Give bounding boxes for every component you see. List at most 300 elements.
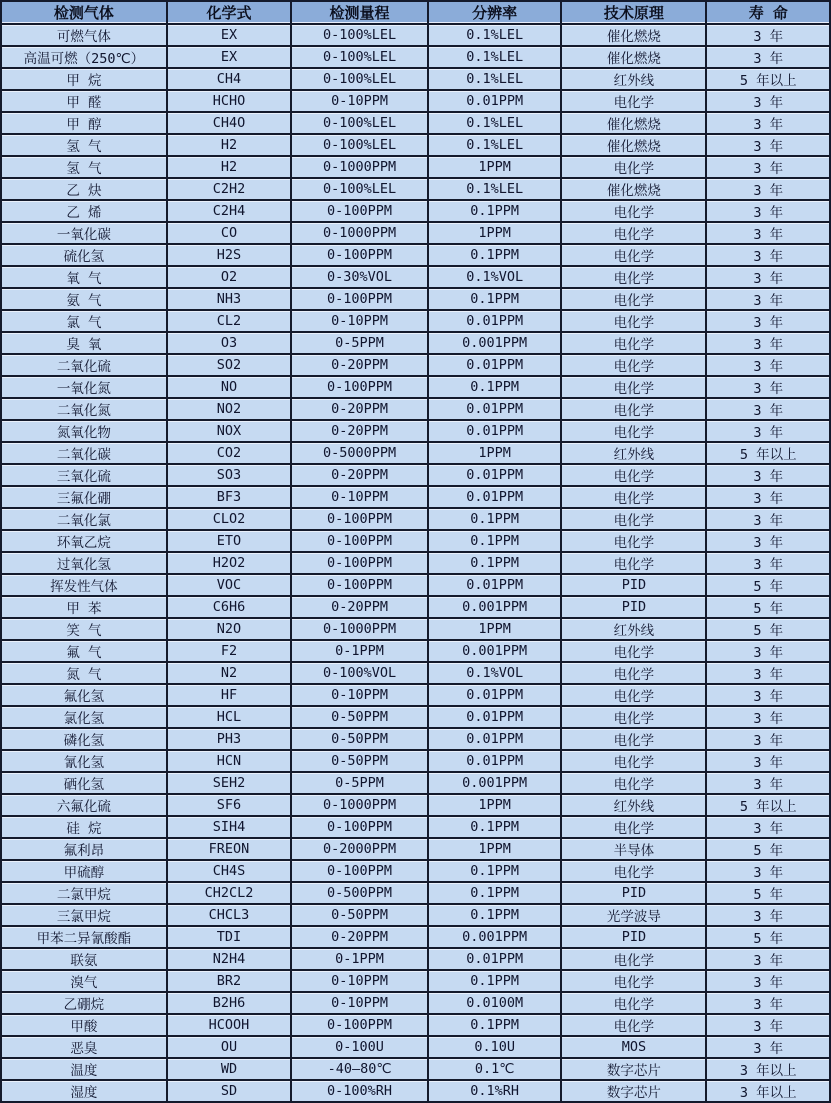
table-row	[1, 508, 830, 530]
table-row	[1, 134, 830, 156]
table-cell: 0.10U	[428, 1036, 561, 1058]
table-row	[1, 266, 830, 288]
table-row	[1, 904, 830, 926]
table-cell: HCHO	[167, 90, 291, 112]
table-cell: 3 年	[706, 222, 830, 244]
table-cell: NOX	[167, 420, 291, 442]
table-cell: 0.001PPM	[428, 596, 561, 618]
table-cell: 0-100%LEL	[291, 68, 428, 90]
table-row	[1, 552, 830, 574]
table-row	[1, 222, 830, 244]
table-cell: PID	[561, 926, 706, 948]
table-cell: 六氟化硫	[1, 794, 167, 816]
table-cell: 电化学	[561, 486, 706, 508]
table-cell: 0-100PPM	[291, 244, 428, 266]
table-row	[1, 618, 830, 640]
table-cell: 氢 气	[1, 156, 167, 178]
table-cell: 氟 气	[1, 640, 167, 662]
table-cell: 0-100PPM	[291, 508, 428, 530]
table-cell: CLO2	[167, 508, 291, 530]
table-cell: 硒化氢	[1, 772, 167, 794]
table-cell: 0.01PPM	[428, 486, 561, 508]
table-cell: 红外线	[561, 794, 706, 816]
table-cell: 氢 气	[1, 134, 167, 156]
table-cell: 溴气	[1, 970, 167, 992]
table-cell: 红外线	[561, 618, 706, 640]
table-cell: 3 年	[706, 728, 830, 750]
table-header-row	[1, 1, 830, 24]
table-cell: 0-100%LEL	[291, 46, 428, 68]
table-cell: 3 年	[706, 398, 830, 420]
table-cell: 0-100%LEL	[291, 112, 428, 134]
table-cell: 甲硫醇	[1, 860, 167, 882]
table-cell: 0-20PPM	[291, 464, 428, 486]
table-row	[1, 486, 830, 508]
table-cell: 催化燃烧	[561, 24, 706, 46]
table-cell: 0.001PPM	[428, 640, 561, 662]
table-cell: CH4	[167, 68, 291, 90]
table-cell: C2H4	[167, 200, 291, 222]
table-cell: 0-50PPM	[291, 706, 428, 728]
table-cell: 0-1000PPM	[291, 794, 428, 816]
table-cell: BF3	[167, 486, 291, 508]
table-cell: 3 年	[706, 134, 830, 156]
table-cell: 催化燃烧	[561, 134, 706, 156]
table-cell: 0.0100M	[428, 992, 561, 1014]
table-cell: 氯 气	[1, 310, 167, 332]
table-cell: 0.01PPM	[428, 574, 561, 596]
table-cell: F2	[167, 640, 291, 662]
table-cell: 0.1PPM	[428, 860, 561, 882]
table-cell: 电化学	[561, 530, 706, 552]
table-row	[1, 288, 830, 310]
table-cell: H2	[167, 134, 291, 156]
table-cell: 0-20PPM	[291, 420, 428, 442]
table-cell: 5 年以上	[706, 68, 830, 90]
table-cell: 0.01PPM	[428, 728, 561, 750]
table-cell: 电化学	[561, 244, 706, 266]
table-cell: N2	[167, 662, 291, 684]
table-cell: C2H2	[167, 178, 291, 200]
table-cell: EX	[167, 24, 291, 46]
table-cell: 电化学	[561, 772, 706, 794]
table-row	[1, 640, 830, 662]
table-cell: 3 年	[706, 750, 830, 772]
table-cell: 3 年	[706, 376, 830, 398]
table-cell: 5 年以上	[706, 442, 830, 464]
table-cell: 0.1PPM	[428, 1014, 561, 1036]
header-chemical-formula: 化学式	[167, 1, 291, 24]
table-cell: 0.1PPM	[428, 288, 561, 310]
table-cell: SO2	[167, 354, 291, 376]
table-row	[1, 1036, 830, 1058]
table-cell: 高温可燃（250℃）	[1, 46, 167, 68]
table-cell: 0-1PPM	[291, 948, 428, 970]
table-cell: 3 年	[706, 684, 830, 706]
table-cell: 甲 醇	[1, 112, 167, 134]
table-cell: 1PPM	[428, 442, 561, 464]
table-cell: CH2CL2	[167, 882, 291, 904]
table-cell: 0-100PPM	[291, 1014, 428, 1036]
table-cell: 0-50PPM	[291, 750, 428, 772]
table-row	[1, 794, 830, 816]
table-cell: 0-20PPM	[291, 926, 428, 948]
table-cell: 0.01PPM	[428, 706, 561, 728]
table-cell: 1PPM	[428, 222, 561, 244]
table-cell: 0-5000PPM	[291, 442, 428, 464]
table-cell: CL2	[167, 310, 291, 332]
table-cell: 3 年	[706, 552, 830, 574]
table-row	[1, 420, 830, 442]
table-row	[1, 310, 830, 332]
table-cell: 0-1000PPM	[291, 618, 428, 640]
table-cell: 氯化氢	[1, 706, 167, 728]
table-cell: 电化学	[561, 222, 706, 244]
table-cell: 0-100PPM	[291, 860, 428, 882]
table-cell: 0-20PPM	[291, 596, 428, 618]
table-cell: 0.1%LEL	[428, 24, 561, 46]
table-cell: 0-30%VOL	[291, 266, 428, 288]
table-cell: 3 年	[706, 24, 830, 46]
table-cell: 3 年	[706, 332, 830, 354]
table-cell: 3 年	[706, 200, 830, 222]
table-cell: 3 年	[706, 354, 830, 376]
table-cell: 0.01PPM	[428, 420, 561, 442]
table-cell: 3 年以上	[706, 1080, 830, 1102]
table-cell: 3 年	[706, 508, 830, 530]
table-cell: 0-20PPM	[291, 354, 428, 376]
table-cell: 电化学	[561, 816, 706, 838]
table-row	[1, 68, 830, 90]
table-cell: 氟化氢	[1, 684, 167, 706]
table-cell: NO	[167, 376, 291, 398]
table-cell: 0-10PPM	[291, 970, 428, 992]
table-cell: 0.01PPM	[428, 750, 561, 772]
table-cell: SD	[167, 1080, 291, 1102]
table-cell: 0.01PPM	[428, 948, 561, 970]
table-row	[1, 860, 830, 882]
table-cell: 电化学	[561, 684, 706, 706]
table-cell: 0.001PPM	[428, 332, 561, 354]
table-cell: 0-1PPM	[291, 640, 428, 662]
table-cell: 0.01PPM	[428, 398, 561, 420]
table-cell: 电化学	[561, 860, 706, 882]
table-cell: 0-10PPM	[291, 486, 428, 508]
table-cell: 3 年	[706, 816, 830, 838]
table-row	[1, 992, 830, 1014]
table-cell: 催化燃烧	[561, 112, 706, 134]
table-cell: 3 年	[706, 1036, 830, 1058]
table-cell: 电化学	[561, 90, 706, 112]
table-row	[1, 750, 830, 772]
table-cell: 3 年	[706, 860, 830, 882]
table-cell: 电化学	[561, 332, 706, 354]
table-cell: MOS	[561, 1036, 706, 1058]
table-cell: 环氧乙烷	[1, 530, 167, 552]
table-cell: 5 年	[706, 596, 830, 618]
table-row	[1, 112, 830, 134]
table-cell: 3 年	[706, 1014, 830, 1036]
table-row	[1, 574, 830, 596]
table-cell: BR2	[167, 970, 291, 992]
table-cell: 硫化氢	[1, 244, 167, 266]
table-cell: 3 年	[706, 970, 830, 992]
table-cell: 3 年	[706, 310, 830, 332]
table-cell: 0-10PPM	[291, 992, 428, 1014]
table-cell: 0-5PPM	[291, 332, 428, 354]
table-row	[1, 882, 830, 904]
table-header	[1, 1, 830, 24]
table-cell: 0-100%VOL	[291, 662, 428, 684]
table-cell: 氨 气	[1, 288, 167, 310]
table-cell: 1PPM	[428, 838, 561, 860]
table-row	[1, 1080, 830, 1102]
table-row	[1, 24, 830, 46]
table-cell: 0-100PPM	[291, 816, 428, 838]
table-cell: 红外线	[561, 68, 706, 90]
table-cell: 0.1PPM	[428, 244, 561, 266]
table-row	[1, 684, 830, 706]
table-row	[1, 46, 830, 68]
table-cell: 电化学	[561, 508, 706, 530]
table-cell: 1PPM	[428, 794, 561, 816]
table-cell: 二氧化硫	[1, 354, 167, 376]
table-cell: 3 年	[706, 486, 830, 508]
table-cell: 0-10PPM	[291, 90, 428, 112]
table-cell: 5 年	[706, 838, 830, 860]
table-cell: 电化学	[561, 992, 706, 1014]
table-cell: 电化学	[561, 266, 706, 288]
table-cell: SF6	[167, 794, 291, 816]
table-cell: 电化学	[561, 354, 706, 376]
table-cell: 3 年	[706, 288, 830, 310]
header-lifespan: 寿 命	[706, 1, 830, 24]
table-cell: 电化学	[561, 662, 706, 684]
table-cell: 挥发性气体	[1, 574, 167, 596]
table-cell: 0-100PPM	[291, 200, 428, 222]
table-cell: 红外线	[561, 442, 706, 464]
table-cell: NO2	[167, 398, 291, 420]
table-cell: 可燃气体	[1, 24, 167, 46]
table-cell: 0.1%RH	[428, 1080, 561, 1102]
table-cell: N2H4	[167, 948, 291, 970]
table-cell: 二氧化氮	[1, 398, 167, 420]
header-technical-principle: 技术原理	[561, 1, 706, 24]
table-cell: 电化学	[561, 970, 706, 992]
table-cell: O2	[167, 266, 291, 288]
table-cell: O3	[167, 332, 291, 354]
table-cell: 电化学	[561, 728, 706, 750]
table-cell: 电化学	[561, 948, 706, 970]
table-row	[1, 398, 830, 420]
table-cell: CH4O	[167, 112, 291, 134]
table-cell: 0.1PPM	[428, 552, 561, 574]
table-cell: 电化学	[561, 420, 706, 442]
table-row	[1, 926, 830, 948]
table-cell: B2H6	[167, 992, 291, 1014]
table-cell: 0.001PPM	[428, 926, 561, 948]
header-detection-range: 检测量程	[291, 1, 428, 24]
table-cell: 5 年	[706, 882, 830, 904]
table-cell: 0.1PPM	[428, 904, 561, 926]
table-cell: -40—80℃	[291, 1058, 428, 1080]
table-cell: 3 年	[706, 46, 830, 68]
table-row	[1, 464, 830, 486]
table-cell: 3 年	[706, 90, 830, 112]
table-cell: 一氧化碳	[1, 222, 167, 244]
table-cell: 二氧化氯	[1, 508, 167, 530]
table-cell: 1PPM	[428, 618, 561, 640]
table-cell: 0.1%LEL	[428, 46, 561, 68]
table-cell: 3 年	[706, 904, 830, 926]
table-row	[1, 662, 830, 684]
table-cell: 0-2000PPM	[291, 838, 428, 860]
table-cell: FREON	[167, 838, 291, 860]
table-cell: 氮 气	[1, 662, 167, 684]
table-cell: 电化学	[561, 750, 706, 772]
table-cell: 电化学	[561, 552, 706, 574]
table-cell: TDI	[167, 926, 291, 948]
table-cell: 三氟化硼	[1, 486, 167, 508]
table-cell: 三氯甲烷	[1, 904, 167, 926]
table-cell: 0.1%VOL	[428, 266, 561, 288]
table-row	[1, 90, 830, 112]
table-cell: 催化燃烧	[561, 178, 706, 200]
table-cell: PID	[561, 574, 706, 596]
table-cell: 0-10PPM	[291, 684, 428, 706]
table-cell: 0.001PPM	[428, 772, 561, 794]
table-row	[1, 970, 830, 992]
table-cell: 数字芯片	[561, 1058, 706, 1080]
table-cell: 3 年	[706, 772, 830, 794]
table-cell: 甲苯二异氰酸酯	[1, 926, 167, 948]
table-row	[1, 200, 830, 222]
table-cell: 电化学	[561, 1014, 706, 1036]
table-cell: 0.1PPM	[428, 882, 561, 904]
table-cell: CO	[167, 222, 291, 244]
table-cell: 数字芯片	[561, 1080, 706, 1102]
table-cell: 0-5PPM	[291, 772, 428, 794]
table-row	[1, 530, 830, 552]
table-cell: HCN	[167, 750, 291, 772]
table-row	[1, 156, 830, 178]
table-cell: 0-1000PPM	[291, 156, 428, 178]
table-cell: 乙硼烷	[1, 992, 167, 1014]
table-row	[1, 354, 830, 376]
table-cell: 3 年	[706, 112, 830, 134]
table-cell: 甲 苯	[1, 596, 167, 618]
table-row	[1, 376, 830, 398]
table-cell: 电化学	[561, 156, 706, 178]
table-cell: PID	[561, 596, 706, 618]
table-cell: 联氨	[1, 948, 167, 970]
table-cell: 0.1PPM	[428, 970, 561, 992]
table-cell: 3 年	[706, 640, 830, 662]
table-cell: 0-100%LEL	[291, 24, 428, 46]
table-cell: 甲 醛	[1, 90, 167, 112]
table-row	[1, 1014, 830, 1036]
table-cell: 3 年	[706, 530, 830, 552]
table-cell: 3 年	[706, 992, 830, 1014]
table-cell: 催化燃烧	[561, 46, 706, 68]
table-cell: H2S	[167, 244, 291, 266]
table-cell: 3 年	[706, 156, 830, 178]
table-cell: 氰化氢	[1, 750, 167, 772]
table-cell: 0-100%LEL	[291, 178, 428, 200]
table-cell: 电化学	[561, 640, 706, 662]
table-body	[1, 24, 830, 1102]
table-cell: 0.01PPM	[428, 90, 561, 112]
table-cell: 电化学	[561, 706, 706, 728]
table-row	[1, 816, 830, 838]
table-cell: 一氧化氮	[1, 376, 167, 398]
table-cell: 0-100U	[291, 1036, 428, 1058]
table-cell: 0.1%LEL	[428, 134, 561, 156]
table-cell: 湿度	[1, 1080, 167, 1102]
table-cell: 0.01PPM	[428, 310, 561, 332]
table-cell: VOC	[167, 574, 291, 596]
table-row	[1, 706, 830, 728]
table-cell: 二氧化碳	[1, 442, 167, 464]
table-cell: 电化学	[561, 464, 706, 486]
table-cell: 0-100PPM	[291, 530, 428, 552]
table-cell: 0-1000PPM	[291, 222, 428, 244]
table-cell: HF	[167, 684, 291, 706]
table-cell: 5 年	[706, 618, 830, 640]
table-cell: CO2	[167, 442, 291, 464]
table-row	[1, 838, 830, 860]
table-cell: 笑 气	[1, 618, 167, 640]
table-cell: 温度	[1, 1058, 167, 1080]
table-cell: 0-100PPM	[291, 288, 428, 310]
table-cell: CHCL3	[167, 904, 291, 926]
table-cell: 1PPM	[428, 156, 561, 178]
table-cell: 0.01PPM	[428, 354, 561, 376]
table-cell: 0.1%VOL	[428, 662, 561, 684]
table-cell: 乙 炔	[1, 178, 167, 200]
table-cell: HCL	[167, 706, 291, 728]
table-cell: 0.1PPM	[428, 816, 561, 838]
table-row	[1, 772, 830, 794]
table-cell: 光学波导	[561, 904, 706, 926]
table-cell: NH3	[167, 288, 291, 310]
table-row	[1, 244, 830, 266]
table-cell: H2	[167, 156, 291, 178]
table-cell: 甲 烷	[1, 68, 167, 90]
table-cell: 0-100PPM	[291, 552, 428, 574]
table-row	[1, 596, 830, 618]
table-cell: 电化学	[561, 310, 706, 332]
table-cell: 0.1PPM	[428, 530, 561, 552]
table-row	[1, 728, 830, 750]
table-cell: SEH2	[167, 772, 291, 794]
table-cell: 磷化氢	[1, 728, 167, 750]
table-cell: 3 年	[706, 266, 830, 288]
table-cell: 3 年	[706, 244, 830, 266]
table-cell: 0-100PPM	[291, 574, 428, 596]
table-cell: SO3	[167, 464, 291, 486]
table-cell: 0.1PPM	[428, 376, 561, 398]
table-cell: 0.01PPM	[428, 464, 561, 486]
table-cell: 0-100%LEL	[291, 134, 428, 156]
table-row	[1, 332, 830, 354]
table-cell: 0-100PPM	[291, 376, 428, 398]
table-cell: 三氧化硫	[1, 464, 167, 486]
table-cell: 5 年	[706, 574, 830, 596]
table-cell: 电化学	[561, 376, 706, 398]
table-cell: 3 年	[706, 706, 830, 728]
table-cell: 3 年	[706, 420, 830, 442]
